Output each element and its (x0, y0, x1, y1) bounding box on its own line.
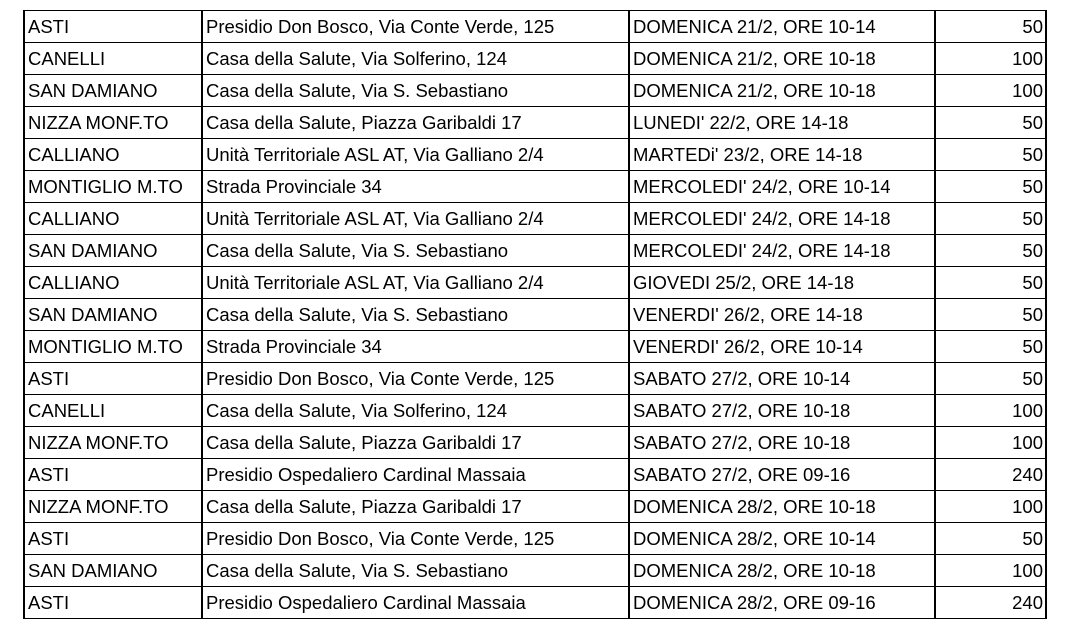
table-row (24, 203, 1046, 235)
cell-data-ora: DOMENICA 28/2, ORE 10-14 (629, 523, 935, 555)
cell-posti: 100 (935, 75, 1046, 107)
cell-data-ora: DOMENICA 21/2, ORE 10-14 (629, 11, 935, 43)
cell-data-ora: DOMENICA 28/2, ORE 10-18 (629, 555, 935, 587)
cell-comune: CANELLI (24, 43, 202, 75)
cell-comune: ASTI (24, 587, 202, 619)
cell-sede: Casa della Salute, Via S. Sebastiano (202, 235, 629, 267)
cell-posti: 50 (935, 331, 1046, 363)
cell-sede: Casa della Salute, Via S. Sebastiano (202, 555, 629, 587)
cell-comune: SAN DAMIANO (24, 235, 202, 267)
cell-comune: CALLIANO (24, 139, 202, 171)
table-row (24, 459, 1046, 491)
cell-posti: 50 (935, 299, 1046, 331)
cell-posti: 50 (935, 11, 1046, 43)
cell-sede: Strada Provinciale 34 (202, 331, 629, 363)
cell-posti: 100 (935, 491, 1046, 523)
cell-data-ora: SABATO 27/2, ORE 10-18 (629, 395, 935, 427)
table-row (24, 331, 1046, 363)
table-row (24, 267, 1046, 299)
table-row (24, 11, 1046, 43)
schedule-table (23, 10, 1047, 619)
cell-sede: Presidio Don Bosco, Via Conte Verde, 125 (202, 363, 629, 395)
cell-posti: 50 (935, 267, 1046, 299)
cell-posti: 240 (935, 587, 1046, 619)
cell-comune: CALLIANO (24, 203, 202, 235)
table-row (24, 395, 1046, 427)
table-row (24, 363, 1046, 395)
cell-posti: 50 (935, 235, 1046, 267)
cell-sede: Casa della Salute, Via Solferino, 124 (202, 43, 629, 75)
cell-comune: NIZZA MONF.TO (24, 107, 202, 139)
cell-data-ora: VENERDI' 26/2, ORE 10-14 (629, 331, 935, 363)
cell-sede: Casa della Salute, Piazza Garibaldi 17 (202, 491, 629, 523)
cell-data-ora: MERCOLEDI' 24/2, ORE 14-18 (629, 235, 935, 267)
cell-data-ora: SABATO 27/2, ORE 10-18 (629, 427, 935, 459)
table-row (24, 107, 1046, 139)
cell-data-ora: DOMENICA 21/2, ORE 10-18 (629, 43, 935, 75)
cell-data-ora: MERCOLEDI' 24/2, ORE 14-18 (629, 203, 935, 235)
table-row (24, 139, 1046, 171)
cell-posti: 100 (935, 427, 1046, 459)
cell-sede: Presidio Ospedaliero Cardinal Massaia (202, 459, 629, 491)
schedule-table-body (24, 11, 1046, 619)
cell-comune: MONTIGLIO M.TO (24, 331, 202, 363)
cell-comune: SAN DAMIANO (24, 75, 202, 107)
table-row (24, 427, 1046, 459)
cell-sede: Presidio Ospedaliero Cardinal Massaia (202, 587, 629, 619)
cell-comune: NIZZA MONF.TO (24, 427, 202, 459)
cell-comune: ASTI (24, 459, 202, 491)
cell-comune: ASTI (24, 363, 202, 395)
cell-comune: CALLIANO (24, 267, 202, 299)
cell-data-ora: MERCOLEDI' 24/2, ORE 10-14 (629, 171, 935, 203)
table-row (24, 523, 1046, 555)
cell-data-ora: DOMENICA 21/2, ORE 10-18 (629, 75, 935, 107)
cell-posti: 50 (935, 139, 1046, 171)
cell-sede: Casa della Salute, Piazza Garibaldi 17 (202, 427, 629, 459)
cell-comune: CANELLI (24, 395, 202, 427)
cell-posti: 50 (935, 171, 1046, 203)
cell-data-ora: GIOVEDI 25/2, ORE 14-18 (629, 267, 935, 299)
cell-sede: Casa della Salute, Via Solferino, 124 (202, 395, 629, 427)
cell-posti: 100 (935, 43, 1046, 75)
table-row (24, 555, 1046, 587)
table-row (24, 587, 1046, 619)
cell-posti: 50 (935, 107, 1046, 139)
table-row (24, 491, 1046, 523)
cell-comune: SAN DAMIANO (24, 555, 202, 587)
cell-data-ora: DOMENICA 28/2, ORE 10-18 (629, 491, 935, 523)
cell-comune: ASTI (24, 523, 202, 555)
cell-sede: Unità Territoriale ASL AT, Via Galliano 2/4 (202, 267, 629, 299)
table-row (24, 43, 1046, 75)
cell-data-ora: DOMENICA 28/2, ORE 09-16 (629, 587, 935, 619)
cell-sede: Casa della Salute, Via S. Sebastiano (202, 75, 629, 107)
cell-sede: Casa della Salute, Via S. Sebastiano (202, 299, 629, 331)
cell-posti: 240 (935, 459, 1046, 491)
cell-comune: MONTIGLIO M.TO (24, 171, 202, 203)
cell-data-ora: VENERDI' 26/2, ORE 14-18 (629, 299, 935, 331)
cell-posti: 50 (935, 363, 1046, 395)
cell-data-ora: MARTEDi' 23/2, ORE 14-18 (629, 139, 935, 171)
cell-posti: 50 (935, 203, 1046, 235)
cell-data-ora: SABATO 27/2, ORE 09-16 (629, 459, 935, 491)
cell-posti: 100 (935, 555, 1046, 587)
cell-sede: Casa della Salute, Piazza Garibaldi 17 (202, 107, 629, 139)
cell-data-ora: LUNEDI' 22/2, ORE 14-18 (629, 107, 935, 139)
cell-comune: NIZZA MONF.TO (24, 491, 202, 523)
table-row (24, 235, 1046, 267)
cell-posti: 100 (935, 395, 1046, 427)
cell-posti: 50 (935, 523, 1046, 555)
cell-sede: Strada Provinciale 34 (202, 171, 629, 203)
cell-data-ora: SABATO 27/2, ORE 10-14 (629, 363, 935, 395)
cell-sede: Presidio Don Bosco, Via Conte Verde, 125 (202, 523, 629, 555)
table-row (24, 171, 1046, 203)
table-row (24, 75, 1046, 107)
cell-comune: ASTI (24, 11, 202, 43)
cell-comune: SAN DAMIANO (24, 299, 202, 331)
table-row (24, 299, 1046, 331)
cell-sede: Presidio Don Bosco, Via Conte Verde, 125 (202, 11, 629, 43)
cell-sede: Unità Territoriale ASL AT, Via Galliano 2/4 (202, 203, 629, 235)
cell-sede: Unità Territoriale ASL AT, Via Galliano 2/4 (202, 139, 629, 171)
